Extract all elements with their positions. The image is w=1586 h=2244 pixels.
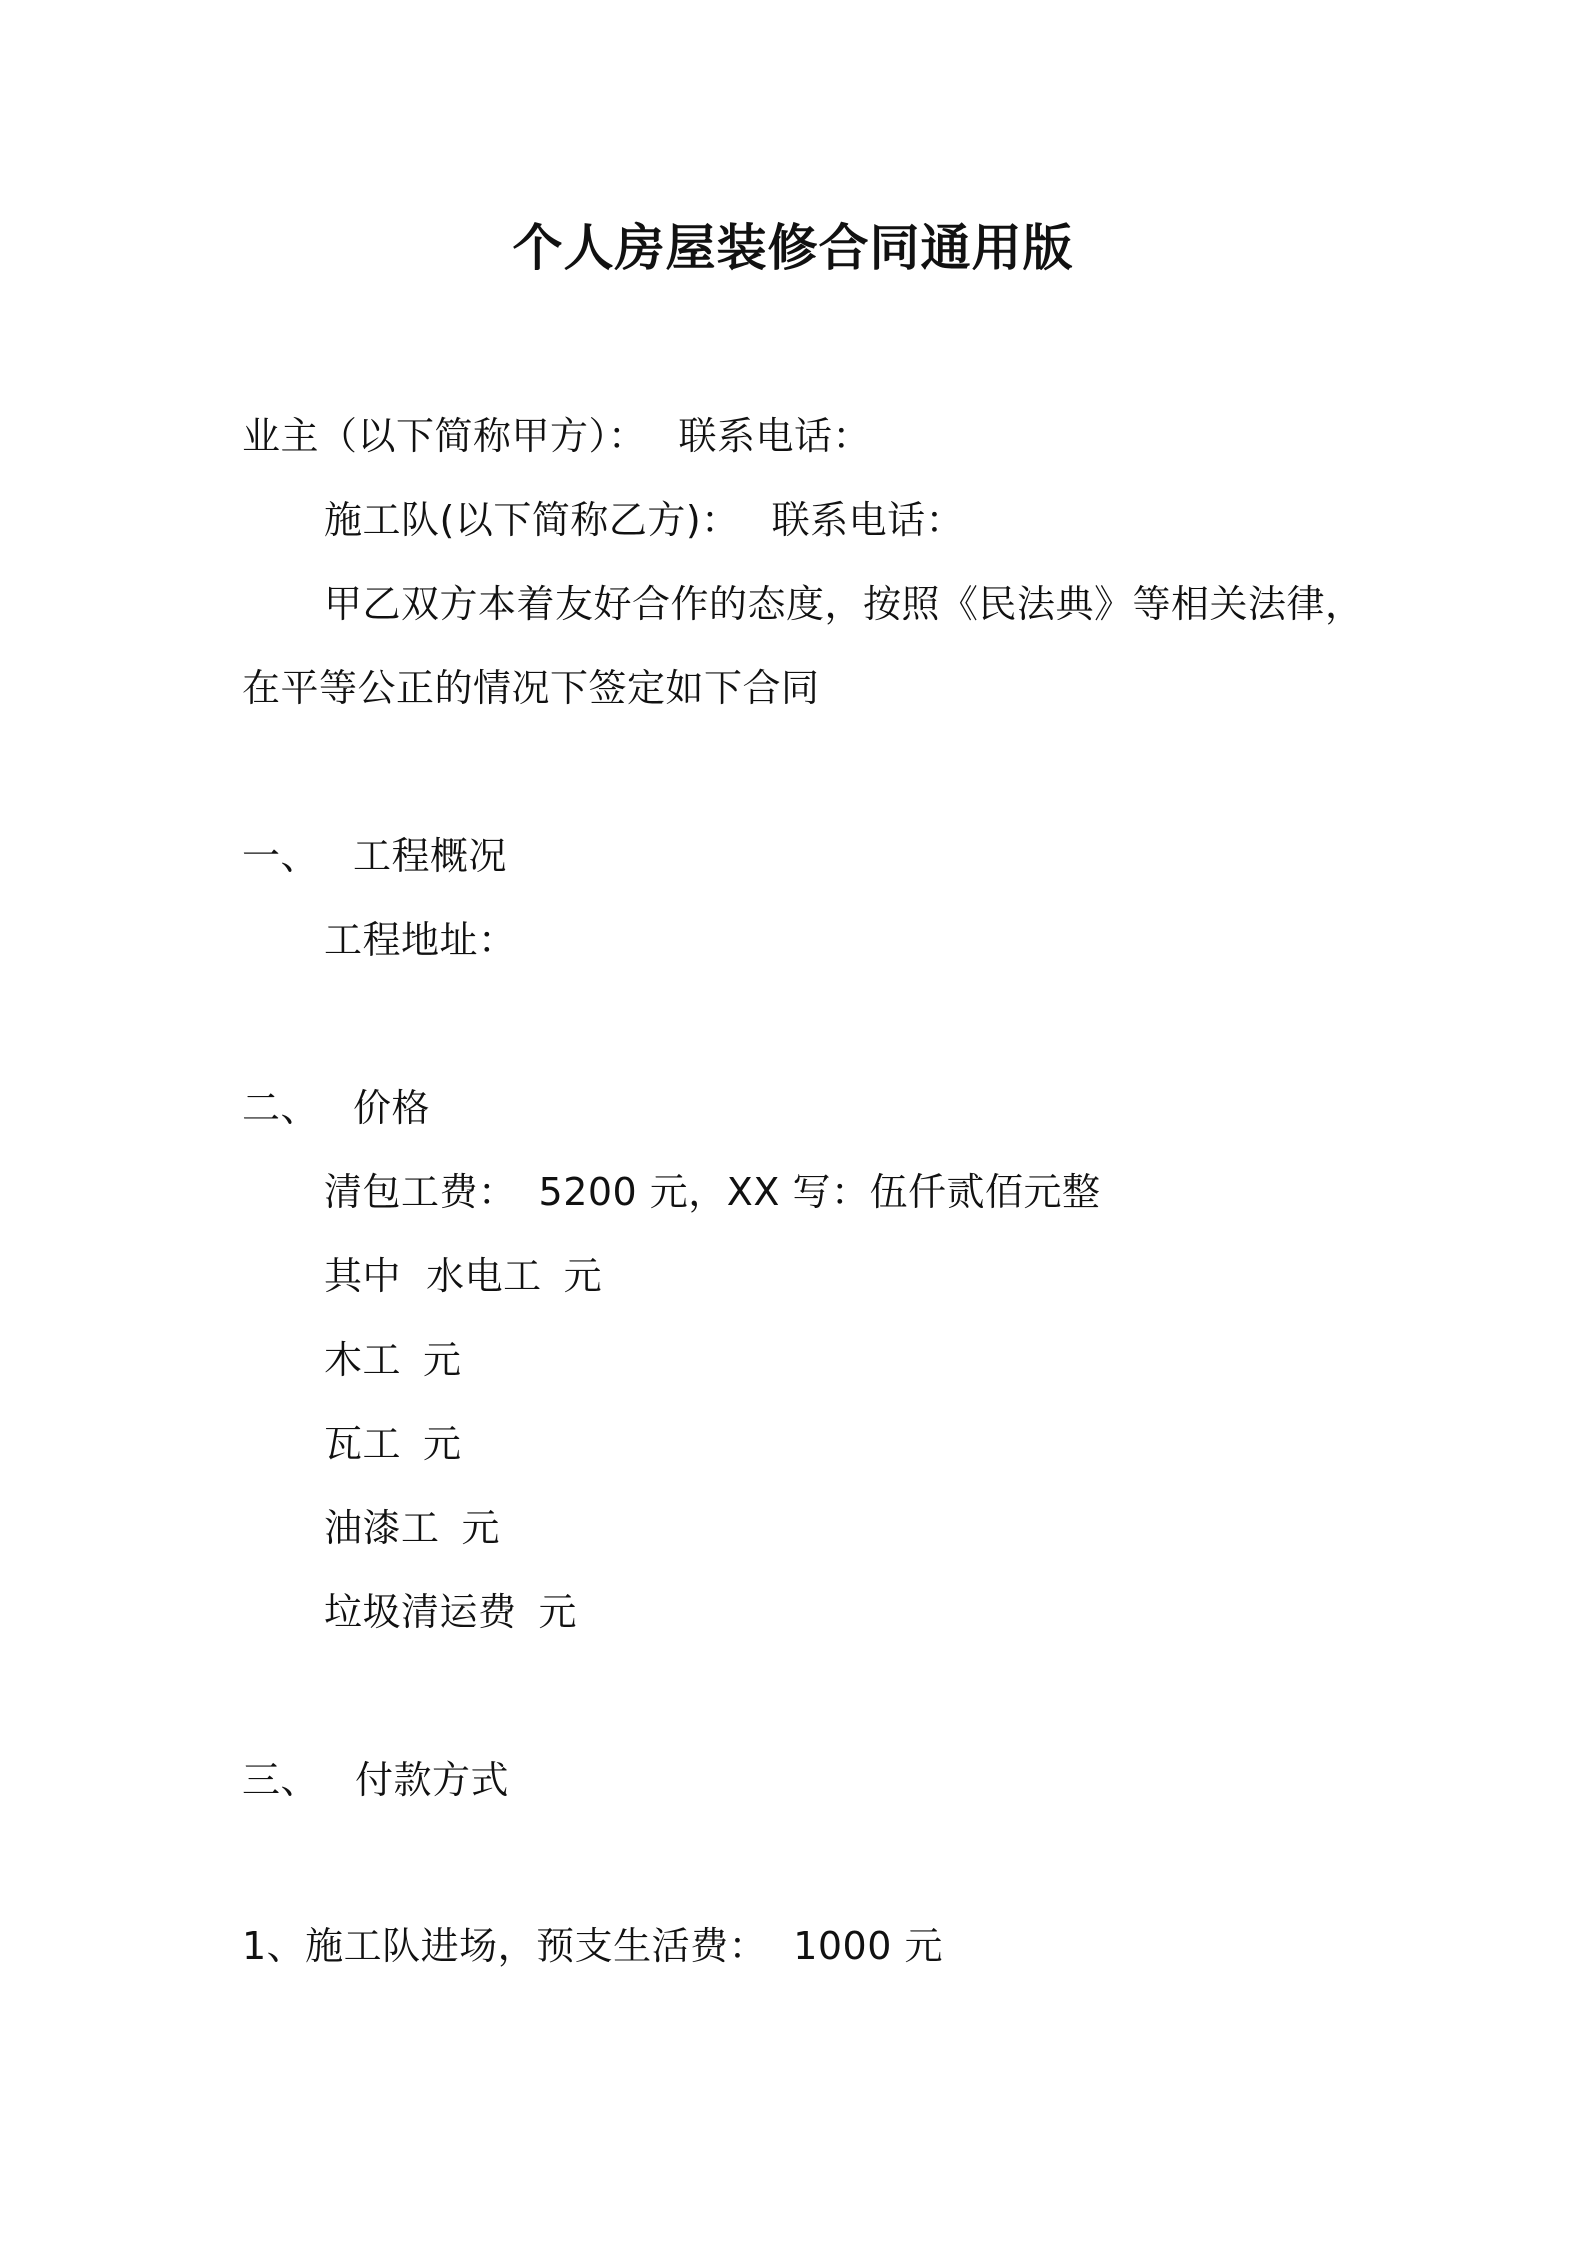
payment-item-1-value: 1000 元 bbox=[793, 1924, 943, 1968]
section-2-number: 二、 bbox=[242, 1086, 320, 1130]
document-title: 个人房屋装修合同通用版 bbox=[512, 219, 1074, 277]
section-3-heading bbox=[242, 1756, 509, 1804]
section-1-title: 工程概况 bbox=[353, 834, 508, 878]
project-address-label: 工程地址： bbox=[324, 918, 517, 962]
price-item-label: 油漆工 bbox=[324, 1506, 440, 1550]
section-2-title: 价格 bbox=[353, 1086, 431, 1130]
intro-line-1: 甲乙双方本着友好合作的态度，按照《民法典》等相关法律， bbox=[324, 582, 1364, 626]
price-item-unit: 元 bbox=[563, 1254, 603, 1298]
price-item-label: 瓦工 bbox=[324, 1422, 402, 1466]
price-item-tiling bbox=[324, 1420, 462, 1468]
price-item-label: 其中 水电工 bbox=[324, 1254, 542, 1298]
owner-phone-label: 联系电话： bbox=[678, 414, 872, 458]
price-item-unit: 元 bbox=[538, 1590, 578, 1634]
price-item-painting bbox=[324, 1504, 500, 1552]
section-3-number: 三、 bbox=[242, 1758, 320, 1802]
section-1-heading bbox=[242, 832, 507, 880]
intro-line-2: 在平等公正的情况下签定如下合同 bbox=[242, 666, 820, 710]
contractor-line bbox=[324, 496, 964, 544]
owner-line bbox=[242, 412, 871, 460]
price-item-unit: 元 bbox=[423, 1338, 462, 1382]
section-3-title: 付款方式 bbox=[355, 1758, 510, 1802]
contractor-label: 施工队(以下简称乙方)： bbox=[324, 498, 740, 542]
price-item-label: 木工 bbox=[324, 1338, 402, 1382]
labor-fee-value: 5200 元，XX 写：伍仟贰佰元整 bbox=[538, 1170, 1101, 1214]
labor-fee-label: 清包工费： bbox=[324, 1170, 517, 1214]
contractor-phone-label: 联系电话： bbox=[771, 498, 965, 542]
price-item-plumbing-electrical bbox=[324, 1252, 602, 1300]
labor-fee-line bbox=[324, 1168, 1100, 1216]
price-item-unit: 元 bbox=[461, 1506, 501, 1550]
payment-item-1-label: 1、施工队进场，预支生活费： bbox=[242, 1924, 768, 1968]
owner-label: 业主（以下简称甲方）： bbox=[242, 414, 647, 458]
section-1-number: 一、 bbox=[242, 834, 320, 878]
price-item-unit: 元 bbox=[423, 1422, 462, 1466]
payment-item-1 bbox=[242, 1922, 943, 1970]
price-item-label: 垃圾清运费 bbox=[324, 1590, 517, 1634]
price-item-waste-removal bbox=[324, 1588, 577, 1636]
section-2-heading bbox=[242, 1084, 430, 1132]
price-item-carpentry bbox=[324, 1336, 462, 1384]
